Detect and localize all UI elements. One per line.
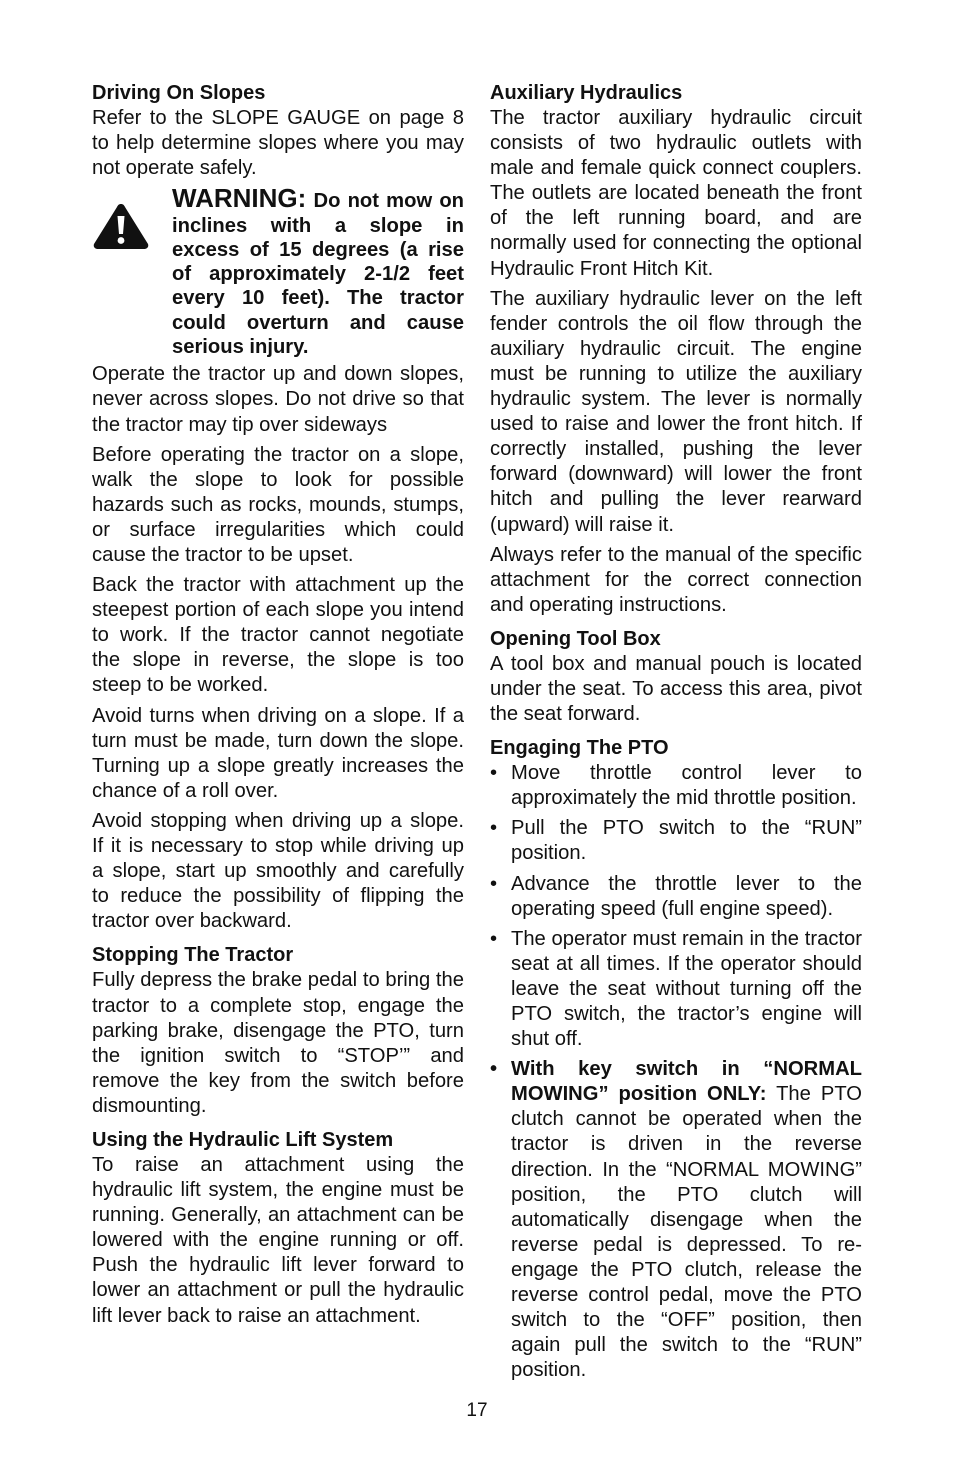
- slopes-intro: Refer to the SLOPE GAUGE on page 8 to help determine slopes where you may not operate safely.: [92, 107, 464, 180]
- right-column: [490, 80, 862, 1391]
- list-item: • Move throttle control lever to approximately the mid throttle position.: [490, 762, 862, 810]
- warning-triangle-icon: [92, 186, 172, 257]
- warning-block: [92, 183, 464, 359]
- list-item: • Advance the throttle lever to the operating speed (full engine speed).: [490, 872, 862, 920]
- aux-paragraph: The tractor auxiliary hydraulic circuit consists of two hydraulic outlets with male and female quick connect couplers. The outlets are located beneath the front of the left running board, and are normally used for connecting the optional Hydraulic Front Hitch Kit.: [490, 107, 862, 280]
- heading-opening-tool-box: Opening Tool Box: [490, 627, 661, 650]
- section-hydraulic-lift: [92, 1127, 464, 1329]
- section-auxiliary-hydraulics: [490, 80, 862, 618]
- pto-steps-list: [490, 761, 862, 1383]
- aux-paragraph: The auxiliary hydraulic lever on the left fender controls the oil flow through the auxiliary hydraulic circuit. The engine must be running to utilize the auxiliary hydraulic system. The lever is normally used to raise and lower the front hitch. If correctly installed, pushing the lever forward (downward) will lower the front hitch and pulling the lever rearward (upward) will raise it.: [490, 287, 862, 536]
- stopping-paragraph: Fully depress the brake pedal to bring the tractor to a complete stop, engage the parking brake, disengage the PTO, turn the ignition switch to “STOP’” and remove the key from the switch before dismounting.: [92, 969, 464, 1117]
- section-stopping-the-tractor: [92, 942, 464, 1119]
- aux-paragraph: Always refer to the manual of the specific attachment for the correct connection and operating instructions.: [490, 543, 862, 616]
- heading-driving-on-slopes: Driving On Slopes: [92, 82, 266, 104]
- section-engaging-pto: [490, 735, 862, 1383]
- left-column: [92, 80, 464, 1337]
- heading-engaging-pto: Engaging The PTO: [490, 737, 669, 760]
- normal-mowing-label: With key switch in “NORMAL MOWING” position ONLY:: [511, 1058, 862, 1106]
- slopes-paragraph: Back the tractor with attachment up the steepest portion of each slope you intend to work. If the tractor cannot negotiate the slope in reverse, the slope is too steep to be worked.: [92, 574, 464, 697]
- section-driving-on-slopes: [92, 80, 464, 934]
- tool-box-paragraph: A tool box and manual pouch is located under the seat. To access this area, pivot the seat forward.: [490, 652, 862, 726]
- slopes-paragraph: Operate the tractor up and down slopes, never across slopes. Do not drive so that the tractor may tip over sideways: [92, 363, 464, 436]
- list-item: • With key switch in “NORMAL MOWING” position ONLY: The PTO clutch cannot be operated when the tractor is driven in the reverse direction. In the “NORMAL MOWING” position, the PTO clutch will automatically disengage when the reverse pedal is depressed. To re-engage the PTO clutch, release the reverse control pedal, move the PTO switch to the “OFF” position, then again pull the switch to the “RUN” position.: [490, 1058, 862, 1382]
- heading-hydraulic-lift: Using the Hydraulic Lift System: [92, 1128, 394, 1151]
- heading-stopping-the-tractor: Stopping The Tractor: [92, 944, 294, 967]
- warning-text: WARNING: Do not mow on inclines with a slope in excess of 15 degrees (a rise of approximately 2-1/2 feet every 10 feet). The tractor could overturn and cause serious injury.: [172, 183, 464, 359]
- slopes-paragraph: Avoid turns when driving on a slope. If a turn must be made, turn down the slope. Turning up a slope greatly increases the chance of a roll over.: [92, 704, 464, 802]
- page-number: 17: [466, 1400, 488, 1421]
- slopes-paragraph: Before operating the tractor on a slope, walk the slope to look for possible hazards such as rocks, mounds, stumps, or surface irregularities which could cause the tractor to be upset.: [92, 443, 464, 567]
- hydraulic-lift-paragraph: To raise an attachment using the hydraulic lift system, the engine must be running. Generally, an attachment can be lowered with the engine running or off. Push the hydraulic lift lever forward to lower an attachment or pull the hydraulic lift lever back to raise an attachment.: [92, 1153, 464, 1327]
- list-item: • Pull the PTO switch to the “RUN” position.: [490, 817, 862, 865]
- section-opening-tool-box: [490, 626, 862, 727]
- warning-label: WARNING:: [172, 183, 307, 214]
- heading-auxiliary-hydraulics: Auxiliary Hydraulics: [490, 82, 683, 104]
- list-item: • The operator must remain in the tractor seat at all times. If the operator should leave the seat without turning off the PTO switch, the tractor’s engine will shut off.: [490, 927, 862, 1051]
- slopes-paragraph: Avoid stopping when driving up a slope. If it is necessary to stop while driving up a slope, start up smoothly and carefully to reduce the possibility of flipping the tractor over backward.: [92, 809, 464, 933]
